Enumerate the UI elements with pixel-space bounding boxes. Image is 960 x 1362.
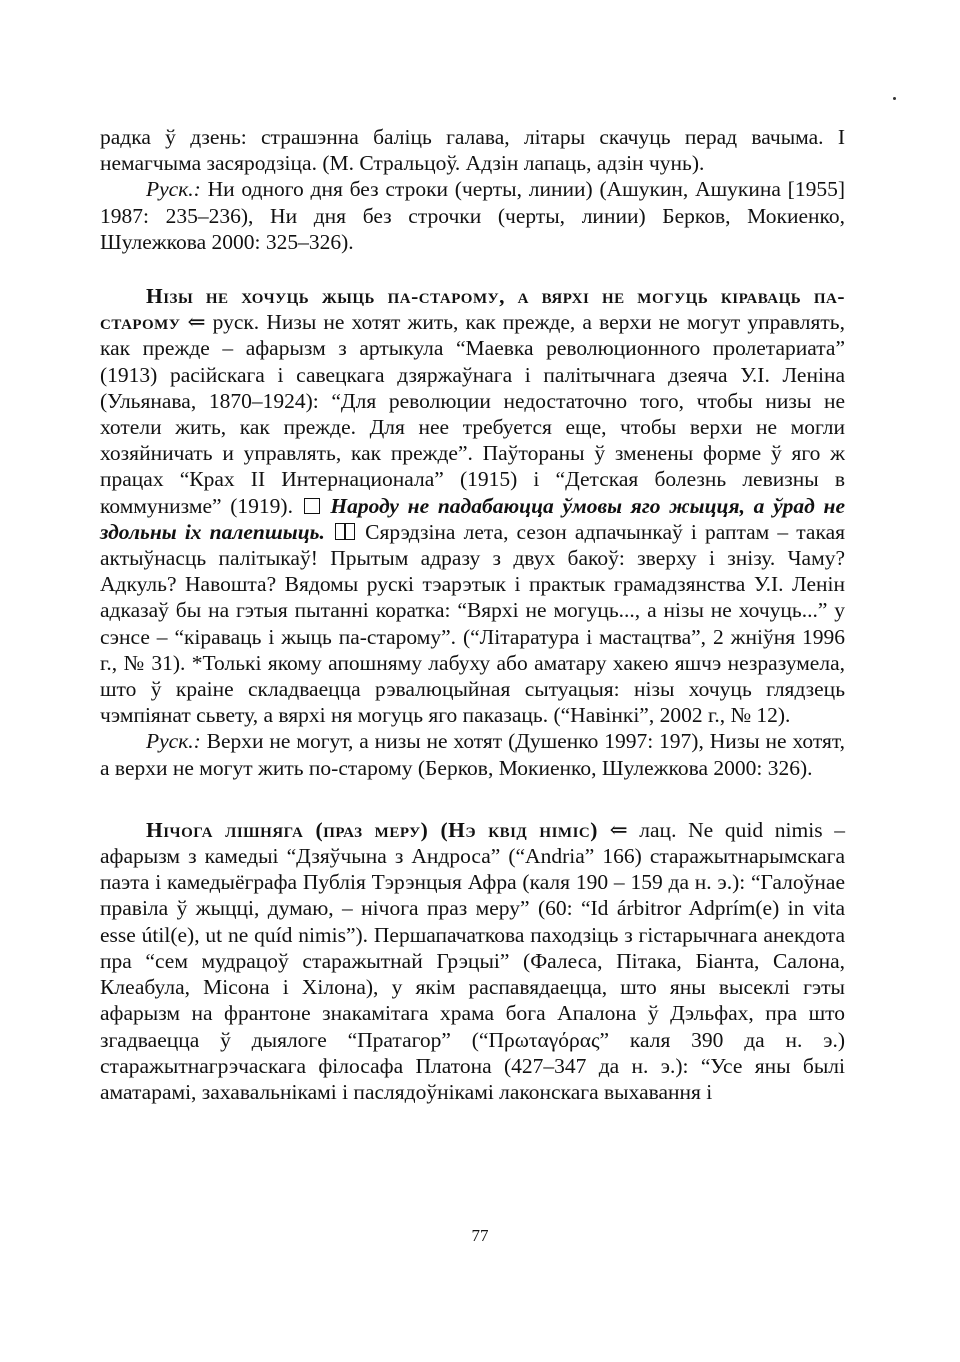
spacer-2 (100, 781, 845, 817)
spacer (100, 255, 845, 283)
document-body (100, 124, 845, 1105)
open-book-icon (335, 523, 355, 540)
paragraph-1 (100, 124, 845, 176)
entry-2 (100, 817, 845, 1105)
entry-2-origin: ⇐ лац. (597, 817, 689, 842)
entry-1-variant: Народу не падабаюцца ўмовы яго жыцця, а ўрад не здольны іх палепшыць. (100, 493, 845, 544)
entry-1-text-1: Низы не хотят жить, как прежде, а верхи не могут управлять, как прежде – афарызм з артыкула “Маевка революционного пролетариата” (1913) расійскага і савецкага дзяржаўнага і палітычнага дзеяча У.І. Леніна (Ульянава, 1870–1924): “Для революции недостаточно того, чтобы низы не хотели жить, как прежде. Для нее требуется еще, чтобы верхи не могли хозяйничать и управлять, как прежде”. Паўтораны ў зменены форме ў яго ж працах “Крах II Интернационала” (1915) і “Детская болезнь левизны в коммунизме” (1919). (100, 310, 845, 518)
entry-1 (100, 283, 845, 728)
empty-square-icon (304, 498, 320, 514)
paragraph-3 (100, 728, 845, 780)
paragraph-3-text: Верхи не могут, а низы не хотят (Душенко 1997: 197), Низы не хотят, а верхи не могут жить по-старому (Берков, Мокиенко, Шулежкова 2000: 326). (100, 729, 845, 780)
paragraph-2-text: Ни одного дня без строки (черты, линии) (Ашукин, Ашукина [1955] 1987: 235–236), Ни дня без строчки (черты, линии) Берков, Мокиенко, Шулежкова 2000: 325–326). (100, 177, 845, 254)
page-number: 77 (471, 1226, 489, 1245)
paragraph-1-text: радка ў дзень: страшэнна баліць галава, літары скачуць перад вачыма. І немагчыма засяродзіца. (М. Стральцоў. Адзін лапаць, адзін чунь). (100, 125, 845, 176)
entry-1-text-2: Сярэдзіна лета, сезон адпачынкаў і раптам – такая актыўнасць палітыкаў! Прытым адразу з двух бакоў: зверху і знізу. Чаму? Адкуль? Навошта? Вядомы рускі тэарэтык і практык грамадзянства У.І. Ленін адказаў бы на гэтыя пытанні коратка: “Вярхі не могуць..., а нізы не хочуць...” у сэнсе – “кіраваць і жыць па-старому”. (“Літаратура і мастацтва”, 2 жніўня 1996 г., № 31). *Толькі якому апошняму лабуху або аматару хакею яшчэ незразумела, што ў краіне складваецца рэвалюцыйная сытуацыя: нізы хочуць глядзець чэмпіянат сьвету, а вярхі ня могуць яго паказаць. (“Навінкі”, 2002 г., № 12). (100, 519, 846, 728)
russian-label-2: Руск.: (146, 729, 201, 754)
entry-2-text: Ne quid nimis – афарызм з камедыі “Дзяўчына з Андроса” (“Andria” 166) старажытнарымскага паэта і камедыёграфа Публія Тэрэнцыя Афра (каля 190 – 159 да н. э.): “Галоўнае правіла ў жыцці, думаю, – нічога праз меру” (60: “Id árbitror Adprím(e) in vita esse útil(e), ut ne quíd nimis”). Першапачаткова паходзіць з гістарычнага анекдота пра “сем мудрацоў старажытнай Грэцыі” (Фалеса, Пітака, Біанта, Салона, Клеабула, Місона і Хілона), у якім распавядаецца, што яны высеклі гэты афарызм на франтоне знакамітага храма бога Апалона ў Дэльфах, пра што згадваецца ў дыялогe “Пратагор” (“Πρωταγόρας” каля 390 да н. э.) старажытнагрэчаскага філосафа Платона (427–347 да н. э.): “Усе яны былі аматарамі, захавальнікамі і паслядоўнікамі лаконскага выхавання і (100, 817, 845, 1104)
entry-1-headword: Нізы не хочуць жыць па-старому, а вярхі не могуць кіраваць па-старому (100, 284, 845, 335)
entry-1-origin: ⇐ руск. (180, 310, 267, 335)
russian-label: Руск.: (146, 177, 201, 202)
paragraph-2 (100, 176, 845, 255)
scan-speck (893, 97, 896, 100)
entry-2-headword: Нічога лішняга (праз меру) (Нэ квід німіс) (146, 817, 598, 842)
